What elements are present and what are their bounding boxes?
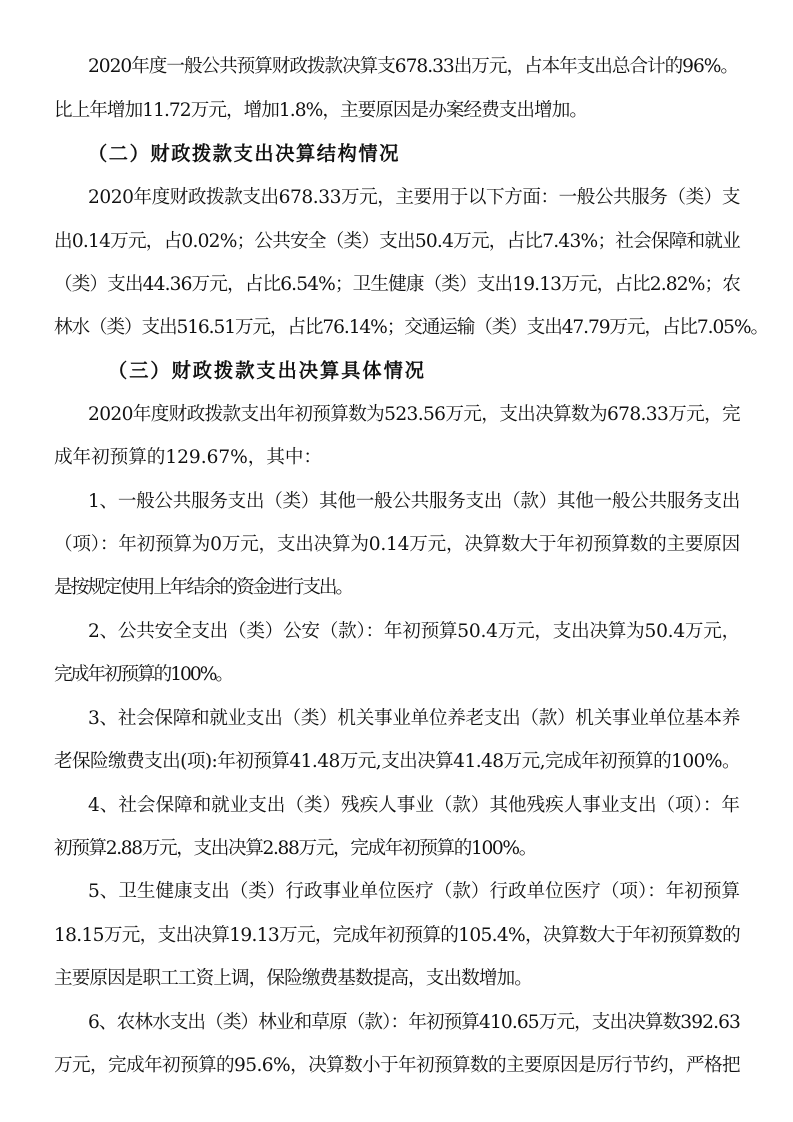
text-line: 万元，完成年初预算的95.6%，决算数小于年初预算数的主要原因是厉行节约，严格把: [54, 1055, 741, 1076]
text-line: 1、一般公共服务支出（类）其他一般公共服务支出（款）其他一般公共服务支出: [88, 491, 740, 512]
section-heading-details: （三）财政拨款支出决算具体情况: [108, 359, 427, 382]
text-line: 2020年度一般公共预算财政拨款决算支678.33出万元，占本年支出总合计的96%。: [88, 56, 739, 77]
text-line: 3、社会保障和就业支出（类）机关事业单位养老支出（款）机关事业单位基本养: [88, 708, 740, 729]
text-line: 2020年度财政拨款支出年初预算数为523.56万元，支出决算数为678.33万元，完: [88, 404, 740, 425]
text-line: 5、卫生健康支出（类）行政事业单位医疗（款）行政单位医疗（项）：年初预算: [88, 881, 740, 902]
text-line: 完成年初预算的100%。: [54, 664, 232, 685]
text-line: 主要原因是职工工资上调，保险缴费基数提高，支出数增加。: [54, 968, 532, 989]
section-heading-structure: （二）财政拨款支出决算结构情况: [88, 142, 401, 165]
text-line: 林水（类）支出516.51万元，占比76.14%；交通运输（类）支出47.79万元，占比7.05%。: [54, 317, 768, 338]
text-line: （类）支出44.36万元，占比6.54%；卫生健康（类）支出19.13万元，占比2.82%；农: [54, 274, 740, 295]
text-line: （项）：年初预算为0万元，支出决算为0.14万元，决算数大于年初预算数的主要原因: [54, 534, 740, 555]
text-line: 6、农林水支出（类）林业和草原（款）：年初预算410.65万元，支出决算数392.63: [88, 1012, 740, 1033]
text-line: 出0.14万元，占0.02%；公共安全（类）支出50.4万元，占比7.43%；社会保障和就业: [54, 231, 741, 252]
text-line: 是按规定使用上年结余的资金进行支出。: [54, 577, 352, 598]
text-line: 比上年增加11.72万元，增加1.8%，主要原因是办案经费支出增加。: [54, 100, 587, 121]
text-line: 成年初预算的129.67%，其中：: [54, 447, 322, 468]
text-line: 2020年度财政拨款支出678.33万元，主要用于以下方面：一般公共服务（类）支: [88, 187, 740, 208]
text-line: 2、公共安全支出（类）公安（款）：年初预算50.4万元，支出决算为50.4万元，: [88, 621, 740, 642]
text-line: 4、社会保障和就业支出（类）残疾人事业（款）其他残疾人事业支出（项）：年: [88, 795, 740, 816]
text-line: 18.15万元，支出决算19.13万元，完成年初预算的105.4%，决算数大于年初预算数的: [54, 925, 740, 946]
text-line: 初预算2.88万元，支出决算2.88万元，完成年初预算的100%。: [54, 838, 536, 859]
text-line: 老保险缴费支出(项):年初预算41.48万元,支出决算41.48万元,完成年初预算的100%。: [54, 751, 741, 772]
